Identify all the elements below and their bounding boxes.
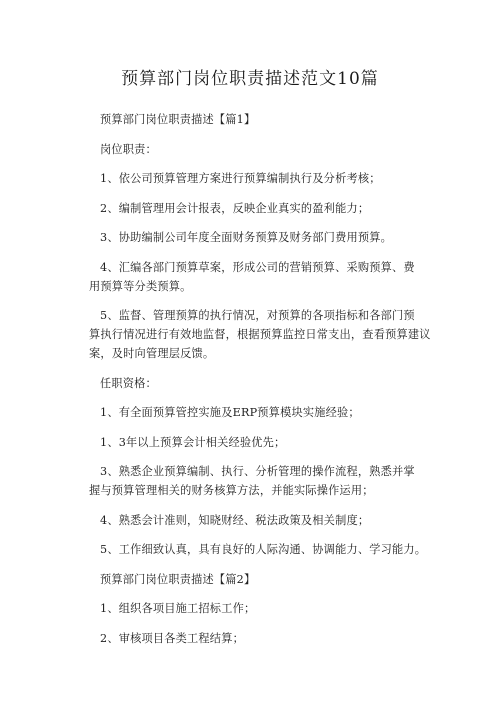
paragraph-line: 1、有全面预算管控实施及ERP预算模块实施经验； [100, 406, 360, 419]
paragraph-line: 3、熟悉企业预算编制、执行、分析管理的操作流程，熟悉并掌 [100, 465, 415, 478]
document-body [89, 112, 429, 660]
subheading: 任职资格： [100, 376, 157, 390]
paragraph-line: 案，及时向管理层反馈。 [89, 347, 215, 360]
paragraph-line: 5、工作细致认真，具有良好的人际沟通、协调能力、学习能力。 [100, 543, 427, 556]
document-title: 预算部门岗位职责描述范文10篇 [121, 69, 379, 89]
paragraph-line: 2、审核项目各类工程结算； [100, 631, 244, 645]
section-heading: 预算部门岗位职责描述【篇1】 [100, 113, 256, 126]
paragraph-line: 握与预算管理相关的财务核算方法，并能实际操作运用； [89, 484, 374, 497]
paragraph-line: 1、依公司预算管理方案进行预算编制执行及分析考核； [100, 172, 381, 185]
paragraph-line: 1、组织各项目施工招标工作； [100, 602, 256, 615]
paragraph-line: 3、协助编制公司年度全面财务预算及财务部门费用预算。 [100, 231, 393, 244]
paragraph-line: 4、熟悉会计准则，知晓财经、税法政策及相关制度； [100, 513, 370, 527]
paragraph-line: 4、汇编各部门预算草案，形成公司的营销预算、采购预算、费 [100, 260, 415, 274]
section-heading: 预算部门岗位职责描述【篇2】 [100, 572, 256, 586]
subheading: 岗位职责： [100, 142, 157, 156]
paragraph-line: 算执行情况进行有效地监督，根据预算监控日常支出，查看预算建议 [89, 328, 431, 341]
paragraph-line: 用预算等分类预算。 [89, 279, 192, 293]
paragraph-line: 2、编制管理用会计报表，反映企业真实的盈利能力； [100, 201, 370, 215]
paragraph-line: 1、3年以上预算会计相关经验优先； [100, 435, 286, 449]
paragraph-line: 5、监督、管理预算的执行情况，对预算的各项指标和各部门预 [100, 309, 415, 322]
